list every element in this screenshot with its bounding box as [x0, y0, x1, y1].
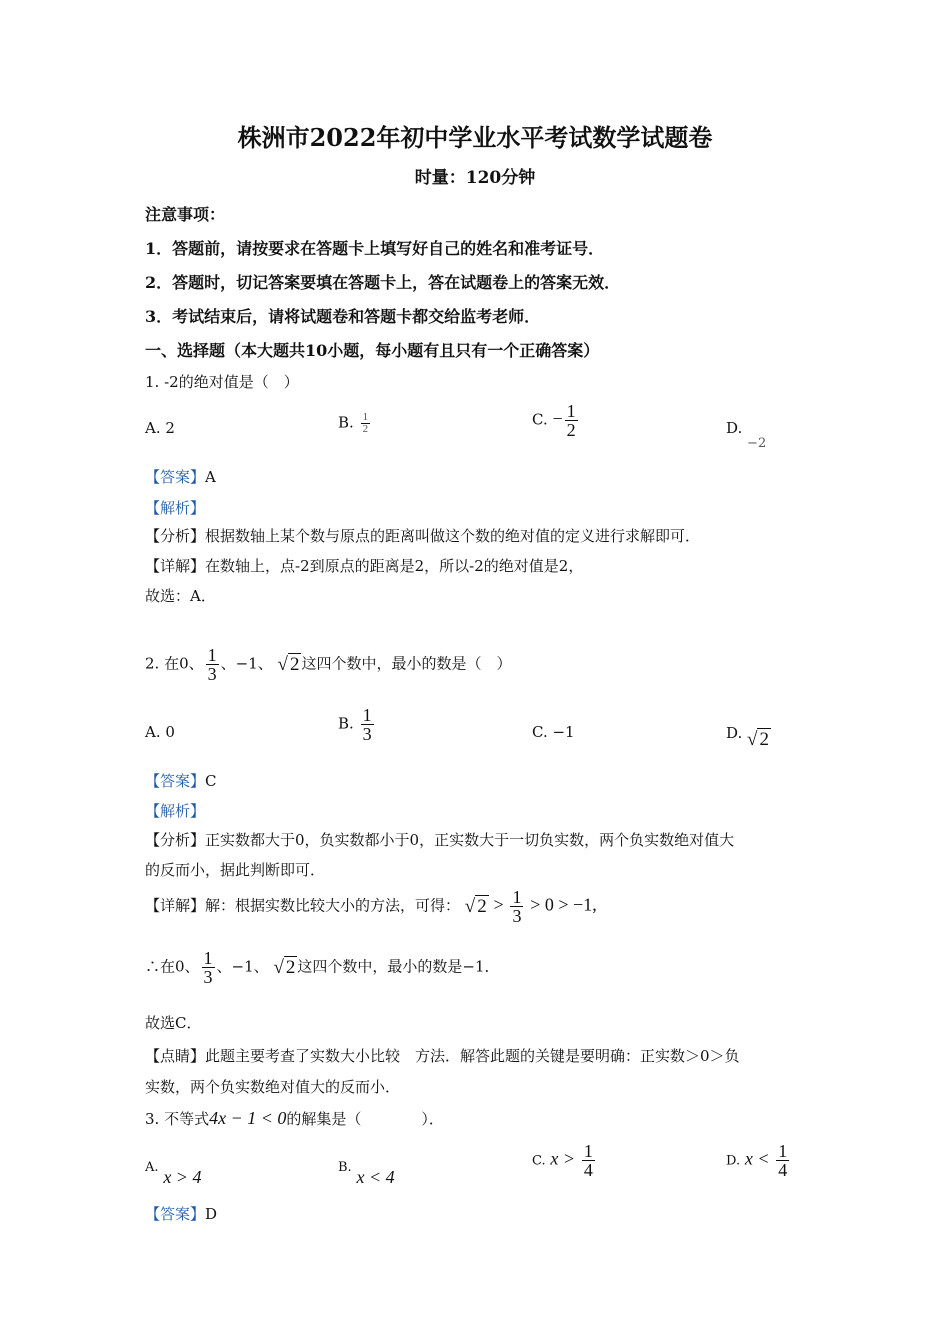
- radicand: 2: [289, 653, 300, 675]
- answer-tag: 【答案】: [145, 1205, 206, 1223]
- minus-sign: −: [552, 408, 563, 429]
- q2-dianjing-line-1: 【点睛】此题主要考查了实数大小比较 方法．解答此题的关键是要明确：正实数＞0＞负: [145, 1047, 740, 1065]
- stem-text: 、−1、: [220, 654, 273, 673]
- q1-option-c: [532, 402, 580, 439]
- option-label: D.: [726, 419, 743, 437]
- q1-xiangjie: 【详解】在数轴上，点-2到原点的距离是2，所以-2的绝对值是2，: [145, 557, 584, 575]
- section-heading: 一、选择题（本大题共10小题，每小题有且只有一个正确答案）: [145, 341, 600, 360]
- note-item-2: 2．答题时，切记答案要填在答题卡上，答在试题卷上的答案无效．: [145, 273, 621, 292]
- sqrt-expression: √ 2: [747, 729, 769, 750]
- note-item-1: 1．答题前，请按要求在答题卡上填写好自己的姓名和准考证号．: [145, 239, 605, 258]
- q1-option-a: A. 2: [145, 419, 175, 437]
- fraction: [776, 1142, 789, 1179]
- stem-text: 这四个数中，最小的数是（ ）: [301, 654, 512, 673]
- denominator: 4: [778, 1160, 788, 1180]
- option-value: −2: [747, 436, 767, 451]
- answer-tag: 【答案】: [145, 772, 206, 790]
- denominator: 3: [362, 724, 372, 744]
- option-value: x > 4: [163, 1167, 202, 1187]
- denominator: 4: [583, 1160, 593, 1180]
- q2-therefore: [145, 949, 500, 986]
- radicand: 2: [285, 956, 296, 978]
- sqrt-expression: √ 2: [277, 653, 300, 675]
- stem-text: 3. 不等式: [145, 1110, 210, 1128]
- q1-answer: [145, 466, 216, 487]
- question-1-stem: 1. -2的绝对值是（ ）: [145, 373, 299, 391]
- option-value: x >: [550, 1148, 576, 1169]
- answer-tag: 【答案】: [145, 468, 206, 486]
- fraction: [565, 402, 578, 439]
- denominator: 2: [566, 420, 576, 440]
- q3-option-b: [338, 1155, 395, 1187]
- q2-fenxi-line-2: 的反而小，据此判断即可．: [145, 861, 326, 879]
- option-label: A.: [145, 1160, 159, 1175]
- answer-value: A: [205, 468, 216, 486]
- option-label: B.: [338, 714, 354, 733]
- notes-heading: 注意事项：: [145, 205, 226, 224]
- xiangjie-text: 【详解】解：根据实数比较大小的方法，可得：: [145, 896, 461, 915]
- q2-answer: [145, 770, 217, 791]
- option-label: C.: [532, 1153, 546, 1169]
- sqrt-expression: √ 2: [464, 895, 487, 917]
- greater-than: >: [493, 894, 504, 915]
- q1-option-d: [726, 419, 767, 451]
- fraction: [582, 1142, 595, 1179]
- therefore-text: ∴在0、: [145, 957, 200, 976]
- q2-option-a: A. 0: [145, 723, 175, 741]
- numerator: 1: [512, 887, 522, 907]
- q2-dianjing-line-2: 实数，两个负实数绝对值大的反而小．: [145, 1078, 401, 1096]
- denominator: 3: [203, 967, 213, 987]
- numerator: 1: [203, 948, 213, 968]
- q1-option-b: [338, 412, 372, 435]
- q1-analysis-tag: 【解析】: [145, 499, 206, 517]
- option-value: x <: [744, 1148, 770, 1169]
- page-title: 株洲市2022年初中学业水平考试数学试题卷: [237, 123, 713, 152]
- fraction: [361, 412, 371, 435]
- radicand: 2: [759, 729, 769, 750]
- exam-duration: 时量：120分钟: [414, 168, 536, 188]
- option-label: B.: [338, 1160, 352, 1175]
- numerator: 1: [566, 401, 576, 421]
- q3-option-a: [145, 1155, 202, 1187]
- option-label: D.: [726, 724, 743, 742]
- inequality: 4x − 1 < 0: [209, 1108, 287, 1128]
- stem-text: 的解集是（ ）．: [286, 1110, 444, 1128]
- stem-text: 2. 在0、: [145, 654, 204, 673]
- numerator: 1: [362, 411, 369, 423]
- radicand: 2: [477, 895, 487, 917]
- q2-guxuan: 故选C．: [145, 1014, 202, 1032]
- denominator: 3: [207, 664, 217, 684]
- q3-answer: [145, 1203, 217, 1224]
- option-value: x < 4: [356, 1167, 395, 1187]
- numerator: 1: [207, 645, 217, 665]
- question-2-stem: [145, 646, 511, 683]
- question-3-stem: [145, 1108, 444, 1129]
- fraction: [202, 949, 215, 986]
- inequality-tail: > 0 > −1,: [530, 894, 597, 915]
- q3-option-d: [726, 1142, 791, 1179]
- note-item-3: 3．考试结束后，请将试题卷和答题卡都交给监考老师．: [145, 307, 541, 326]
- numerator: 1: [583, 1141, 593, 1161]
- numerator: 1: [778, 1141, 788, 1161]
- denominator: 2: [362, 423, 369, 435]
- fraction: [510, 888, 523, 925]
- numerator: 1: [362, 705, 372, 725]
- q2-option-b: [338, 706, 376, 743]
- option-label: D.: [726, 1153, 741, 1169]
- denominator: 3: [512, 906, 522, 926]
- q2-xiangjie: [145, 888, 597, 925]
- q2-option-c: C. −1: [532, 723, 575, 741]
- answer-value: D: [205, 1205, 218, 1223]
- q1-guxuan: 故选：A．: [145, 587, 216, 605]
- q1-fenxi: 【分析】根据数轴上某个数与原点的距离叫做这个数的绝对值的定义进行求解即可．: [145, 527, 701, 545]
- option-label: C.: [532, 410, 548, 429]
- sqrt-expression: √ 2: [273, 956, 296, 978]
- fraction: [206, 646, 219, 683]
- option-label: B.: [338, 413, 354, 432]
- answer-value: C: [205, 772, 217, 790]
- therefore-text: 、−1、: [216, 957, 269, 976]
- q2-option-d: [726, 723, 771, 750]
- therefore-text: 这四个数中，最小的数是−1．: [297, 957, 500, 976]
- q3-option-c: [532, 1142, 597, 1179]
- q2-fenxi-line-1: 【分析】正实数都大于0，负实数都小于0，正实数大于一切负实数，两个负实数绝对值大: [145, 831, 735, 849]
- fraction: [361, 706, 374, 743]
- q2-analysis-tag: 【解析】: [145, 802, 206, 820]
